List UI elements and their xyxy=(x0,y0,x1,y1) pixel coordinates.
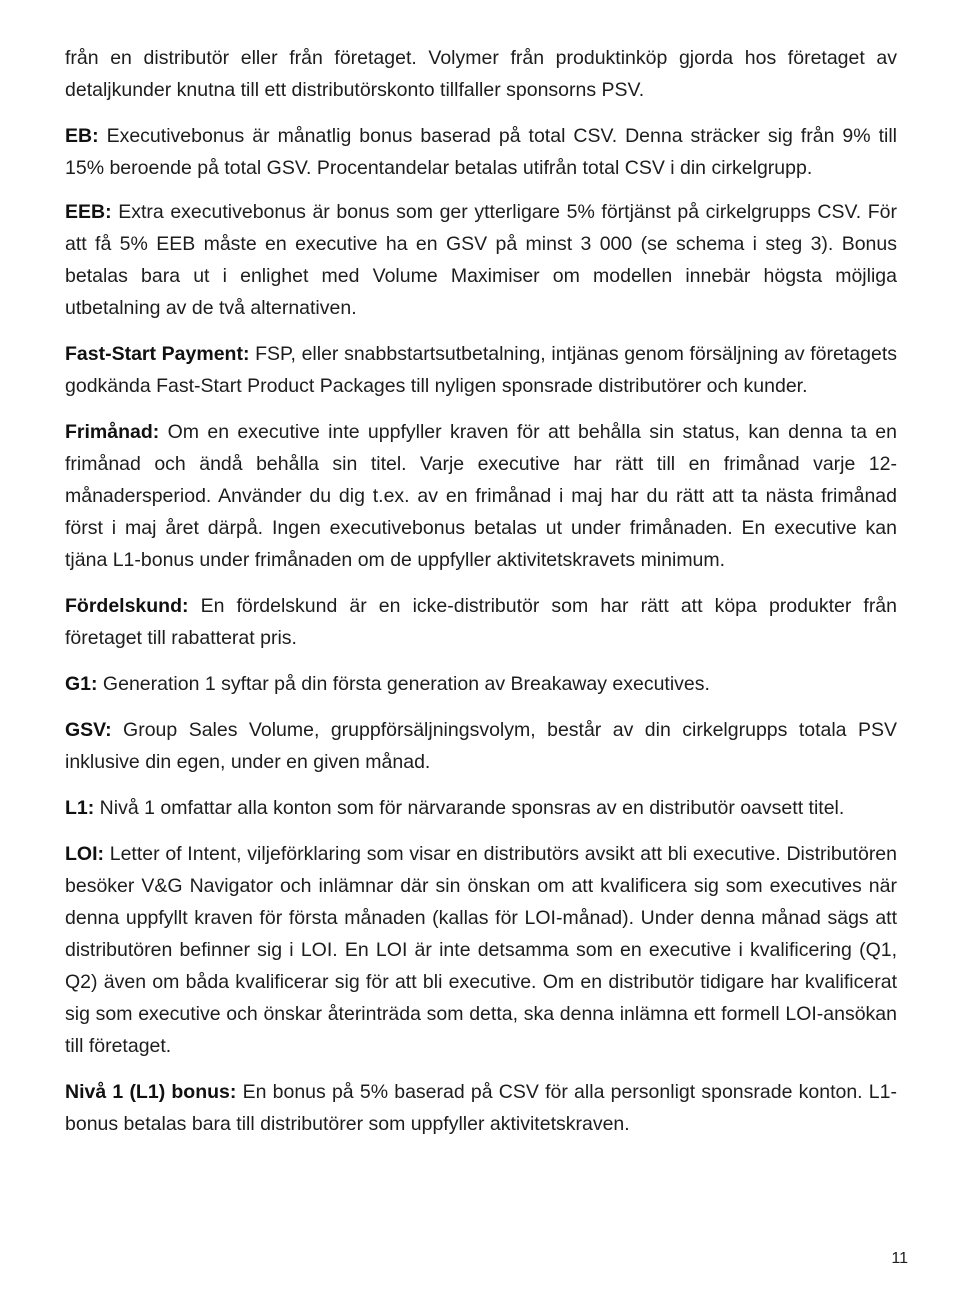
glossary-definition: En bonus på 5% baserad på CSV för alla personligt sponsrade konton. L1-bonus betalas bara till distributörer som uppfyller aktivitetskraven. xyxy=(65,1081,897,1135)
glossary-entry-gsv xyxy=(65,714,897,778)
glossary-term: GSV: xyxy=(65,719,112,741)
glossary-term: EB: xyxy=(65,125,99,147)
glossary-definition: FSP, eller snabbstartsutbetalning, intjänas genom försäljning av företagets godkända Fast-Start Product Packages till nyligen sponsrade distributörer och kunder. xyxy=(65,343,897,397)
document-body xyxy=(65,42,897,1152)
glossary-term: Nivå 1 (L1) bonus: xyxy=(65,1081,237,1103)
glossary-definition: Generation 1 syftar på din första generation av Breakaway executives. xyxy=(97,673,710,695)
glossary-entry-l1 xyxy=(65,792,897,824)
glossary-entry-frimanad xyxy=(65,416,897,576)
glossary-term: LOI: xyxy=(65,843,104,865)
glossary-entry-eeb xyxy=(65,196,897,324)
glossary-term: G1: xyxy=(65,673,98,695)
glossary-definition: Group Sales Volume, gruppförsäljningsvolym, består av din cirkelgrupps totala PSV inklusive din egen, under en given månad. xyxy=(65,719,897,773)
glossary-entry-loi xyxy=(65,838,897,1062)
glossary-entry-fast-start-payment xyxy=(65,338,897,402)
glossary-definition: Letter of Intent, viljeförklaring som visar en distributörs avsikt att bli executive. Distributören besöker V&G Navigator och inlämnar där sin önskan om att kvalificera sig som executives när denna uppfyllt kraven för första månaden (kallas för LOI-månad). Under denna månad sägs att distributören befinner sig i LOI. En LOI är inte detsamma som en executive i kvalificering (Q1, Q2) även om båda kvalificerar sig för att bli executive. Om en distributör tidigare har kvalificerat sig som executive och önskar återinträda som detta, ska denna inlämna ett formell LOI-ansökan till företaget. xyxy=(65,843,897,1057)
glossary-definition: Om en executive inte uppfyller kraven för att behålla sin status, kan denna ta en frimånad och ändå behålla sin titel. Varje executive har rätt till en frimånad varje 12-månadersperiod. Använder du dig t.ex. av en frimånad i maj har du rätt att ta nästa frimånad först i maj året därpå. Ingen executivebonus betalas ut under frimånaden. En executive kan tjäna L1-bonus under frimånaden om de uppfyller aktivitetskravets minimum. xyxy=(65,421,897,571)
glossary-definition: Executivebonus är månatlig bonus baserad på total CSV. Denna sträcker sig från 9% till 15% beroende på total GSV. Procentandelar betalas utifrån total CSV i din cirkelgrupp. xyxy=(65,125,897,179)
glossary-definition: En fördelskund är en icke-distributör som har rätt att köpa produkter från företaget till rabatterat pris. xyxy=(65,595,897,649)
glossary-entry-fordelskund xyxy=(65,590,897,654)
page-number: 11 xyxy=(891,1250,908,1267)
glossary-term: EEB: xyxy=(65,201,112,223)
glossary-term: Frimånad: xyxy=(65,421,160,443)
glossary-definition: Nivå 1 omfattar alla konton som för närvarande sponsras av en distributör oavsett titel. xyxy=(94,797,845,819)
glossary-term: Fast-Start Payment: xyxy=(65,343,250,365)
glossary-entry-g1 xyxy=(65,668,897,700)
glossary-term: Fördelskund: xyxy=(65,595,189,617)
intro-paragraph: från en distributör eller från företaget. Volymer från produktinköp gjorda hos företaget av detaljkunder knutna till ett distributörskonto tillfaller sponsorns PSV. xyxy=(65,47,897,101)
glossary-term: L1: xyxy=(65,797,95,819)
glossary-entry-niva-1-bonus xyxy=(65,1076,897,1140)
glossary-entry-eb xyxy=(65,120,897,184)
glossary-definition: Extra executivebonus är bonus som ger ytterligare 5% förtjänst på cirkelgrupps CSV. För att få 5% EEB måste en executive ha en GSV på minst 3 000 (se schema i steg 3). Bonus betalas bara ut i enlighet med Volume Maximiser om modellen innebär högsta möjliga utbetalning av de två alternativen. xyxy=(65,201,897,319)
